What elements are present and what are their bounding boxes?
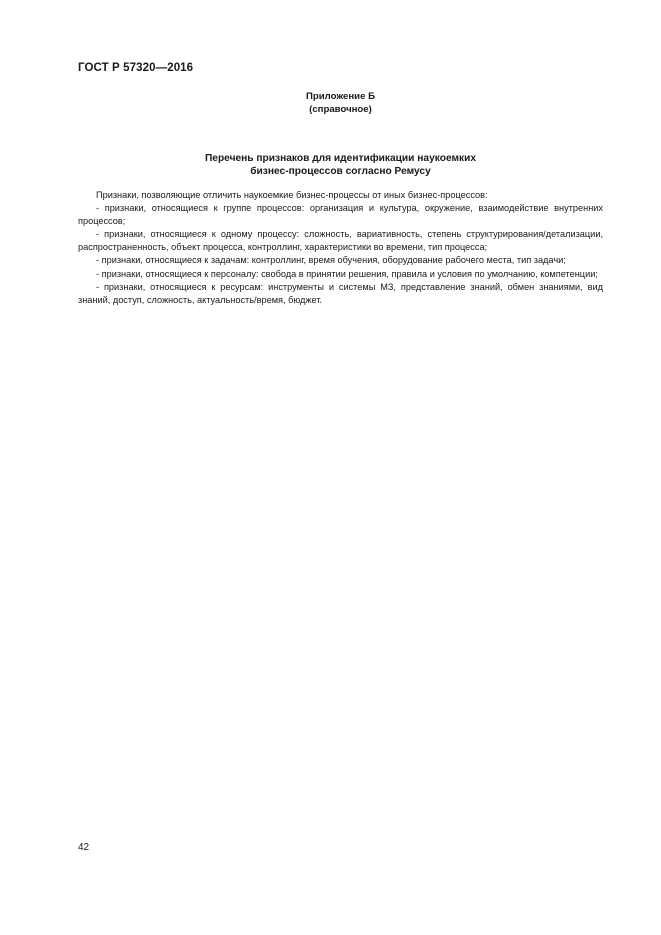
section-title-line-1: Перечень признаков для идентификации наукоемких [204,153,477,164]
list-item-resources: - признаки, относящиеся к ресурсам: инструменты и системы МЗ, представление знаний, обмен знаниями, вид знаний, доступ, сложность, актуальность/время, бюджет. [78,281,603,305]
intro-paragraph: Признаки, позволяющие отличить наукоемкие бизнес-процессы от иных бизнес-процессов: [96,190,488,200]
section-title-line-2: бизнес-процессов согласно Ремусу [250,166,431,177]
list-item-tasks: - признаки, относящиеся к задачам: контроллинг, время обучения, оборудование рабочего места, тип задачи; [96,255,566,266]
section-title [0,152,661,178]
body-text [78,189,603,307]
list-item-personnel: - признаки, относящиеся к персоналу: свобода в принятии решения, правила и условия по умолчанию, компетенции; [96,268,598,279]
list-item-single-process: - признаки, относящиеся к одному процессу: сложность, вариативность, степень структурирования/детализации, распространенность, объект процесса, контроллинг, характеристики во времени, тип процесса; [78,229,603,253]
page-number: 42 [78,842,90,853]
appendix-heading [0,90,661,116]
appendix-title: Приложение Б [306,91,375,102]
appendix-type: (справочное) [309,104,372,115]
standard-code-header: ГОСТ Р 57320—2016 [78,62,194,74]
list-item-process-group: - признаки, относящиеся к группе процессов: организация и культура, окружение, взаимодействие внутренних процессов; [78,203,603,227]
